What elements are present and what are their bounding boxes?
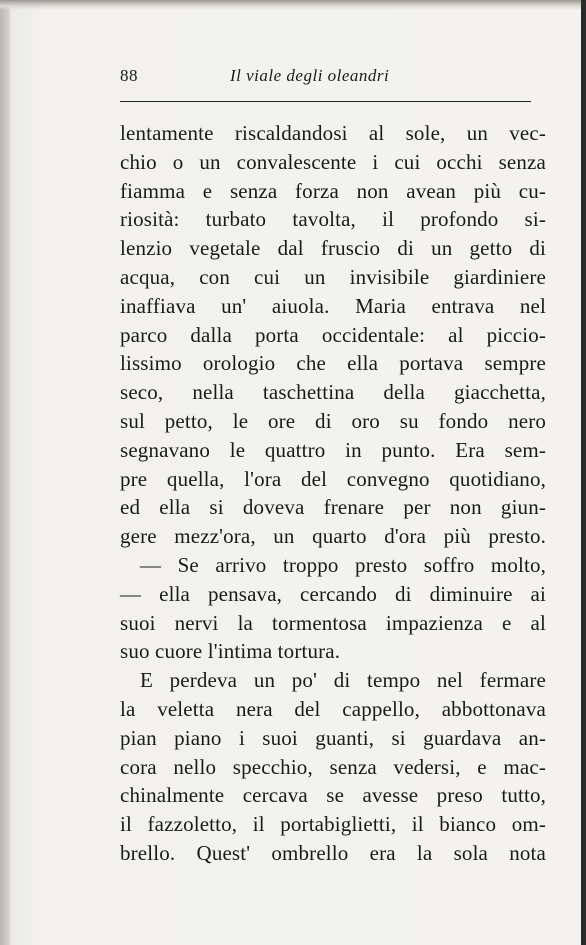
text-line: il fazzoletto, il portabiglietti, il bianco om- [120,812,546,837]
text-line: sul petto, le ore di oro su fondo nero [120,408,546,433]
text-line: — ella pensava, cercando di diminuire ai [120,581,546,606]
top-edge [0,0,586,10]
text-line: — Se arrivo troppo presto soffro molto, [140,552,546,577]
text-line: ed ella si doveva frenare per non giun- [120,495,546,520]
text-line: pian piano i suoi guanti, si guardava an- [120,725,546,750]
text-line: brello. Quest' ombrello era la sola nota [120,840,546,865]
text-line: seco, nella taschettina della giacchetta, [120,380,546,405]
text-line: la veletta nera del cappello, abbottonava [120,696,546,721]
text-line: fiamma e senza forza non avean più cu- [120,178,546,203]
text-line: suoi nervi la tormentosa impazienza e al [120,610,546,635]
text-line: lissimo orologio che ella portava sempre [120,351,546,376]
text-line: lenzio vegetale dal fruscio di un getto di [120,236,546,261]
text-line: inaffiava un' aiuola. Maria entrava nel [120,293,546,318]
text-line: cora nello specchio, senza vedersi, e mac- [120,754,546,779]
running-title: Il viale degli oleandri [230,66,390,85]
header-rule [120,101,531,102]
text-line: suo cuore l'intima tortura. [120,639,341,664]
page-number: 88 [120,66,138,85]
text-line: pre quella, l'ora del convegno quotidiano, [120,466,546,491]
text-line: gere mezz'ora, un quarto d'ora più presto. [120,524,546,549]
page-header [120,66,532,90]
text-line: riosità: turbato tavolta, il profondo si- [120,207,546,232]
right-edge [581,0,586,945]
text-line: chinalmente cercava se avesse preso tutto, [120,783,546,808]
text-line: lentamente riscaldandosi al sole, un vec- [120,121,546,145]
binding-edge [0,0,10,945]
text-line: acqua, con cui un invisibile giardiniere [120,264,546,289]
text-line: parco dalla porta occidentale: al piccio- [120,322,546,347]
body-text [120,119,546,868]
text-line: segnavano le quattro in punto. Era sem- [120,437,546,462]
text-line: E perdeva un po' di tempo nel fermare [140,668,546,693]
text-line: chio o un convalescente i cui occhi senza [120,149,546,174]
